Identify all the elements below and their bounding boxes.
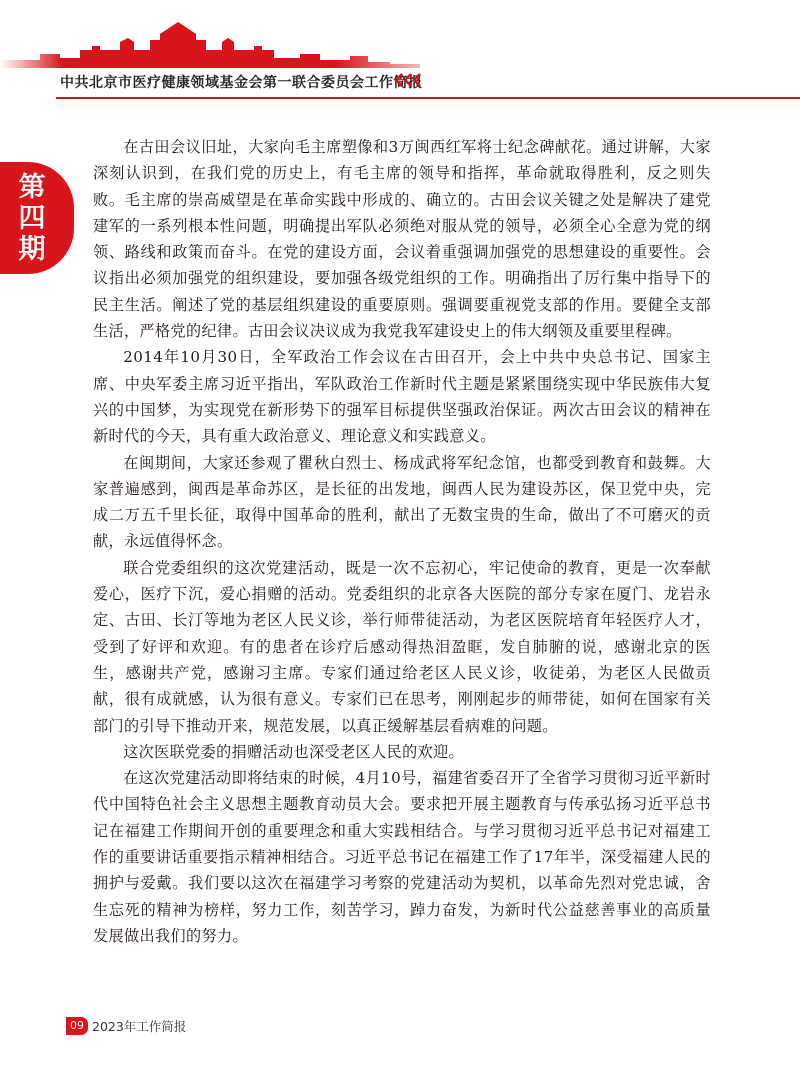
- tiananmen-skyline-icon: [0, 20, 420, 70]
- page-footer: [66, 1017, 186, 1035]
- page-number: 09: [66, 1017, 88, 1035]
- paragraph: 在古田会议旧址，大家向毛主席塑像和3万闽西红军将士纪念碑献花。通过讲解，大家深刻认识到，在我们党的历史上，有毛主席的领导和指挥，革命就取得胜利，反之则失败。毛主席的崇高威望是在革命实践中形成的、确立的。古田会议关键之处是解决了建党建军的一系列根本性问题，明确提出军队必须绝对服从党的领导，必须全心全意为党的纲领、路线和政策而奋斗。在党的建设方面，会议着重强调加强党的思想建设的重要性。会议指出必须加强党的组织建设，要加强各级党组织的工作。明确指出了厉行集中指导下的民主生活。阐述了党的基层组织建设的重要原则。强调要重视党支部的作用。要健全支部生活，严格党的纪律。古田会议决议成为我党我军建设史上的伟大纲领及重要里程碑。: [93, 138, 711, 341]
- page-header: [0, 0, 800, 100]
- chevrons-left-icon: [394, 73, 424, 87]
- issue-char: 第: [18, 171, 46, 203]
- header-title: 中共北京市医疗健康领域基金会第一联合委员会工作简报: [60, 75, 423, 91]
- paragraph: 在这次党建活动即将结束的时候，4月10号，福建省委召开了全省学习贯彻习近平新时代中国特色社会主义思想主题教育动员大会。要求把开展主题教育与传承弘扬习近平总书记在福建工作期间开创的重要理念和重大实践相结合。与学习贯彻习近平总书记对福建工作的重要讲话重要指示精神相结合。习近平总书记在福建工作了17年半，深受福建人民的拥护与爱戴。我们要以这次在福建学习考察的党建活动为契机，以革命先烈对党忠诚，舍生忘死的精神为榜样，努力工作，刻苦学习，踔力奋发，为新时代公益慈善事业的高质量发展做出我们的努力。: [93, 769, 711, 945]
- paragraph: 在闽期间，大家还参观了瞿秋白烈士、杨成武将军纪念馆，也都受到教育和鼓舞。大家普遍感到，闽西是革命苏区，是长征的出发地，闽西人民为建设苏区，保卫党中央，完成二万五千里长征，取得中国革命的胜利，献出了无数宝贵的生命，做出了不可磨灭的贡献，永远值得怀念。: [93, 453, 711, 551]
- issue-tab: [0, 162, 74, 274]
- paragraph: 2014年10月30日，全军政治工作会议在古田召开，会上中共中央总书记、国家主席、中央军委主席习近平指出，军队政治工作新时代主题是紧紧围绕实现中华民族伟大复兴的中国梦，为实现党在新形势下的强军目标提供坚强政治保证。两次古田会议的精神在新时代的今天，具有重大政治意义、理论意义和实践意义。: [93, 348, 711, 446]
- issue-char: 四: [18, 202, 46, 234]
- issue-char: 期: [18, 233, 46, 265]
- paragraph: 联合党委组织的这次党建活动，既是一次不忘初心，牢记使命的教育，更是一次奉献爱心，医疗下沉，爱心捐赠的活动。党委组织的北京各大医院的部分专家在厦门、龙岩永定、古田、长汀等地为老区人民义诊，举行师带徒活动，为老区医院培育年轻医疗人才，受到了好评和欢迎。有的患者在诊疗后感动得热泪盈眶，发自肺腑的说，感谢北京的医生，感谢共产党，感谢习主席。专家们通过给老区人民义诊，收徒弟，为老区人民做贡献，很有成就感，认为很有意义。专家们已在思考，刚刚起步的师带徒，如何在国家有关部门的引导下推动开来，规范发展，以真正缓解基层看病难的问题。: [93, 558, 711, 735]
- header-divider: [56, 97, 800, 99]
- footer-publication-title: 2023年工作简报: [92, 1019, 187, 1034]
- paragraph: 这次医联党委的捐赠活动也深受老区人民的欢迎。: [123, 742, 465, 761]
- article-body: [93, 134, 711, 949]
